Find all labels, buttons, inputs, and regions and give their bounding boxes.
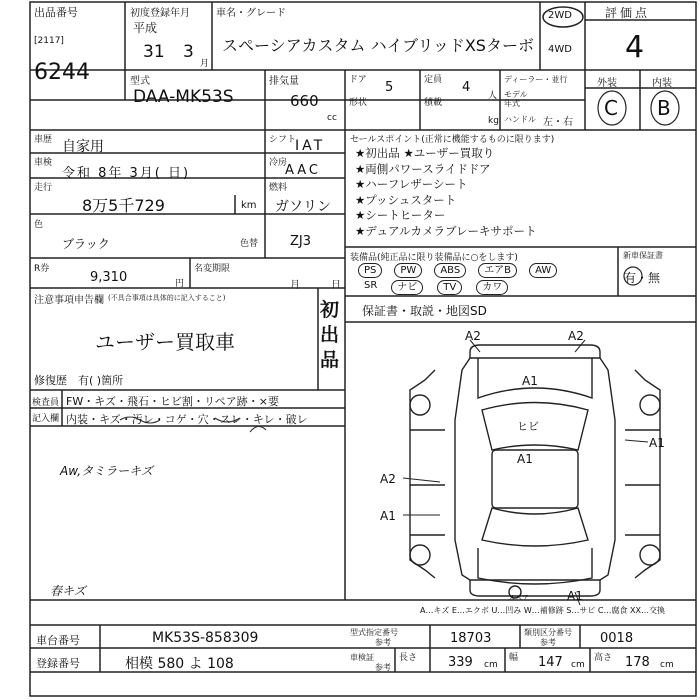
chassis-label: 車台番号 [36,634,80,647]
fuel-label: 燃料 [269,183,288,193]
width-label: 幅 [509,653,519,663]
model-year-label: モデル年式 [504,90,528,108]
spare-label: スペア [508,594,529,602]
documents: 保証書・取説・地図SD [362,304,487,318]
equip-tv: TV [437,280,462,295]
width-value: 147 [538,655,563,670]
equipment-label: 装備品(純正品に限り装備品に○をします) [350,253,518,263]
warranty-value: 有・無 [624,271,661,285]
inspector-note-1: Aw,タミラーキズ [60,464,153,478]
class-no-ref: 参考 [540,638,556,647]
equipment-row1 [358,263,557,278]
shape-label: 形状 [349,98,368,108]
first-listing-stamp: 初出品 [320,299,340,371]
color-no-label: 色替 [240,239,259,249]
name-label: 車名・グレード [216,8,286,19]
notes-label: 注意事項申告欄 [34,295,104,306]
selling-list [355,146,537,239]
size-ref: 参考 [375,663,391,672]
mark-hood: A1 [522,374,538,388]
mark-roof: A1 [517,452,533,466]
handle-label: ハンドル [504,115,536,124]
inspect-value: 令和 8年 3月( 日) [62,166,191,181]
equip-aw: AW [529,263,557,278]
ac-label: 冷房 [269,158,288,168]
mark-rear: A1 [567,589,583,603]
equip-navi: ナビ [391,280,423,295]
equip-sr: SR [364,280,378,291]
inspect-label: 車検 [34,158,53,168]
mark-left-side-a2: A2 [380,472,396,486]
tax-value: 9,310 [90,270,128,285]
height-unit: cm [660,660,674,670]
equip-leather: カワ [476,280,508,295]
trans-month: 月 [290,280,300,291]
usage-value: 自家用 [62,139,104,155]
car-name: スペーシアカスタム ハイブリッドXSターボ [222,36,534,55]
load-label: 積載 [424,98,443,108]
ac-value: AAC [285,163,321,178]
inspector-note-2: 春キズ [50,584,86,598]
handle-value: 左・右 [543,117,573,128]
type-label: 型式 [130,76,150,87]
repair-label: 修復歴 [34,374,67,387]
trans-label: 名変期限 [194,264,231,274]
lot-sub: [2117] [34,36,64,46]
height-value: 178 [625,655,650,670]
mark-left-side-a1: A1 [380,509,396,523]
tax-unit: 円 [175,279,185,289]
plate-value: 相模 580 よ 108 [125,656,234,672]
lot-label: 出品番号 [34,6,78,19]
mileage-unit: km [241,200,257,211]
selling-item: ★デュアルカメラブレーキサポート [355,223,537,238]
notes-main: ユーザー買取車 [95,330,235,354]
class-no-label: 類別区分番号 [524,628,572,637]
cap-unit: 人 [488,91,498,101]
color-no: ZJ3 [290,234,312,249]
reg-year: 31 [143,42,165,62]
type-no-label: 型式指定番号 [350,628,398,637]
length-value: 339 [448,655,473,670]
plate-label: 登録番号 [36,657,80,670]
door-label: ドア [349,75,367,85]
usage-label: 車歴 [34,135,53,145]
color-label: 色 [34,220,44,230]
disp-unit: cc [327,113,337,123]
tax-label: R券 [34,264,50,274]
mileage-label: 走行 [34,183,53,193]
era: 平成 [133,21,158,35]
length-label: 長さ [399,653,418,663]
length-unit: cm [484,660,498,670]
chassis-value: MK53S-858309 [152,630,259,646]
selling-item: ★プッシュスタート [355,192,457,207]
selling-label: セールスポイント(正常に機能するものに限ります) [350,135,555,145]
height-label: 高さ [594,653,613,663]
door-value: 5 [385,80,394,95]
dealer-label: ディーラー・並行 [504,75,568,84]
equip-airbag: エアB [478,263,517,278]
width-unit: cm [571,660,585,670]
type-no: 18703 [450,631,492,646]
cap-value: 4 [462,80,471,95]
lot-number: 6244 [34,60,90,85]
mileage-value: 8万5千729 [82,196,165,215]
mark-front-left: A2 [465,329,481,343]
ext-grade: C [604,96,618,120]
score-value: 4 [625,30,645,65]
equip-abs: ABS [434,263,466,278]
mark-windshield: ヒビ [517,420,539,433]
drive-2wd: 2WD [548,10,572,21]
mark-front-right: A2 [568,329,584,343]
equip-ps: PS [358,263,382,278]
equip-pw: PW [394,263,422,278]
shift-value: IAT [295,138,326,154]
reg-month: 3 [183,42,194,62]
int-grade: B [657,96,671,120]
inspector-row2: 内装・キズ・汚レ・コゲ・穴・スレ・キレ・破レ [66,413,308,426]
type-value: DAA-MK53S [133,87,234,107]
fuel-value: ガソリン [275,199,331,215]
inspector-label-1: 検査員 [32,398,60,408]
equipment-row2 [364,280,508,295]
cap-label: 定員 [424,75,443,85]
load-unit: kg [488,116,499,126]
disp-value: 660 [290,92,319,110]
drive-4wd: 4WD [548,44,572,55]
selling-item: ★初出品 ★ユーザー買取り [355,146,495,160]
warranty-label: 新車保証書 [623,251,663,260]
inspector-row1: FW・キズ・飛石・ヒビ割・リペア跡・×要 [66,395,279,408]
notes-sub: (不具合事項は具体的に記入すること) [108,294,226,302]
class-no: 0018 [600,631,634,646]
size-label: 車検証 [350,653,374,662]
trans-day: 日 [331,280,341,291]
disp-label: 排気量 [269,76,299,87]
int-label: 内装 [652,78,672,89]
month-unit: 月 [200,59,210,69]
repair-value: 有( )箇所 [78,374,124,387]
color-value: ブラック [62,237,110,251]
first-reg-label: 初度登録年月 [130,8,190,19]
selling-item: ★両側パワースライドドア [355,161,491,176]
ext-label: 外装 [597,78,617,89]
type-no-ref: 参考 [375,638,391,647]
shift-label: シフト [269,135,297,145]
score-label: 評価点 [605,6,651,20]
selling-item: ★シートヒーター [355,208,446,222]
inspector-label-2: 記入欄 [32,414,60,424]
diagram-legend: A…キズ E…エクボ U…凹み W…補修跡 S…サビ C…腐食 XX…交換 [420,606,666,615]
selling-item: ★ハーフレザーシート [355,177,468,191]
mark-right-side: A1 [649,436,665,450]
